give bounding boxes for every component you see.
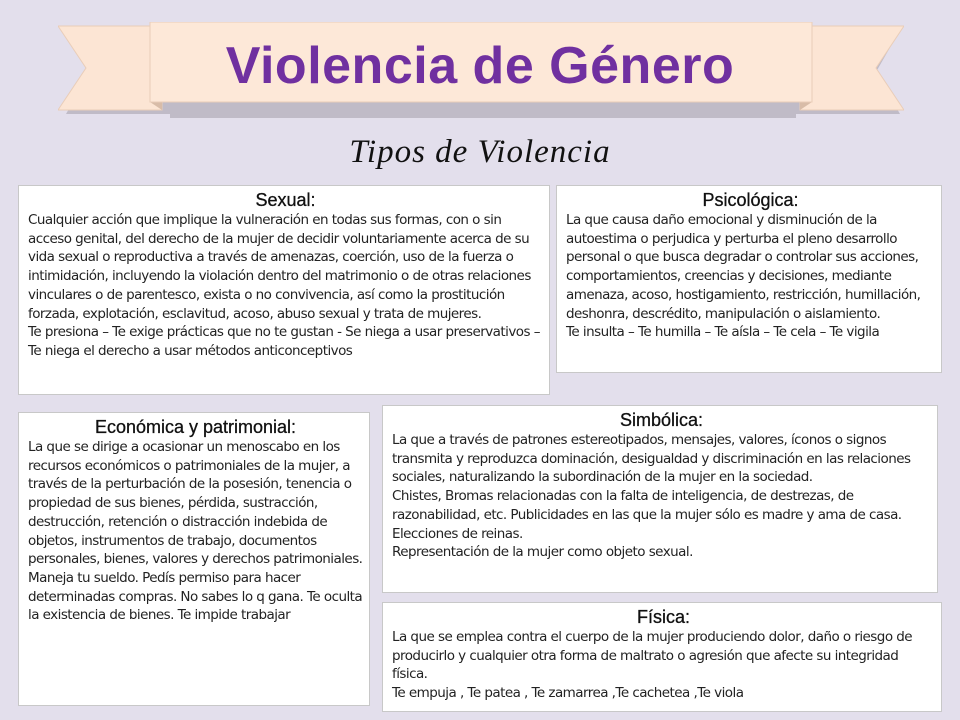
section-extra: Representación de la mujer como objeto sexual. (392, 544, 693, 561)
page-title: Violencia de Género (225, 37, 735, 95)
section-economica (18, 412, 370, 706)
section-examples: Te insulta – Te humilla – Te aísla – Te cela – Te vigila (566, 324, 880, 341)
section-heading: Simbólica: (619, 410, 704, 430)
section-heading: Física: (636, 607, 690, 627)
section-examples: Te empuja , Te patea , Te zamarrea ,Te cachetea ,Te viola (392, 685, 744, 702)
section-body: La que se dirige a ocasionar un menoscabo en los recursos económicos o patrimoniales de la mujer, a través de la perturbación de la posesión, tenencia o propiedad de sus bienes, pérdida, sustracción, destrucción, retención o distracción indebida de objetos, instrumentos de trabajo, documentos personales, bienes, valores y derechos patrimoniales. Maneja tu sueldo. Pedís permiso para hacer determinadas compras. No sabes lo q gana. Te oculta la existencia de bienes. Te impide trabajar (28, 439, 363, 624)
section-body: La que causa daño emocional y disminución de la autoestima o perjudica y perturba el pleno desarrollo personal o que busca degradar o controlar sus acciones, comportamientos, creencias y decisiones, mediante amenaza, acoso, hostigamiento, restricción, humillación, deshonra, descrédito, manipulación o aislamiento. (566, 212, 921, 322)
page-subtitle: Tipos de Violencia (349, 134, 611, 170)
section-examples: Chistes, Bromas relacionadas con la falta de inteligencia, de destrezas, de razonabilidad, etc. Publicidades en las que la mujer sólo es madre y ama de casa. Elecciones de reinas. (392, 488, 902, 542)
section-body: Cualquier acción que implique la vulneración en todas sus formas, con o sin acceso genital, del derecho de la mujer de decidir voluntariamente acerca de su vida sexual o reproductiva a través de amenazas, coerción, uso de la fuerza o intimidación, incluyendo la violación dentro del matrimonio o de otras relaciones vinculares o de parentesco, exista o no convivencia, así como la prostitución forzada, explotación, esclavitud, acoso, abuso sexual y trata de mujeres. (28, 212, 531, 322)
section-psicologica (556, 185, 942, 373)
section-heading: Sexual: (255, 190, 316, 210)
section-body: La que a través de patrones estereotipados, mensajes, valores, íconos o signos transmita y reproduzca dominación, desigualdad y discriminación en las relaciones sociales, naturalizando la subordinación de la mujer en la sociedad. (392, 432, 911, 486)
section-examples: Te presiona – Te exige prácticas que no te gustan - Se niega a usar preservativos – Te niega el derecho a usar métodos anticonceptivos (28, 324, 540, 359)
section-body: La que se emplea contra el cuerpo de la mujer produciendo dolor, daño o riesgo de producirlo y cualquier otra forma de maltrato o agresión que afecte su integridad física. (392, 629, 913, 683)
section-simbolica (382, 405, 938, 593)
section-heading: Económica y patrimonial: (94, 417, 297, 437)
section-heading: Psicológica: (702, 190, 799, 210)
section-sexual (18, 185, 550, 395)
section-fisica (382, 602, 942, 712)
